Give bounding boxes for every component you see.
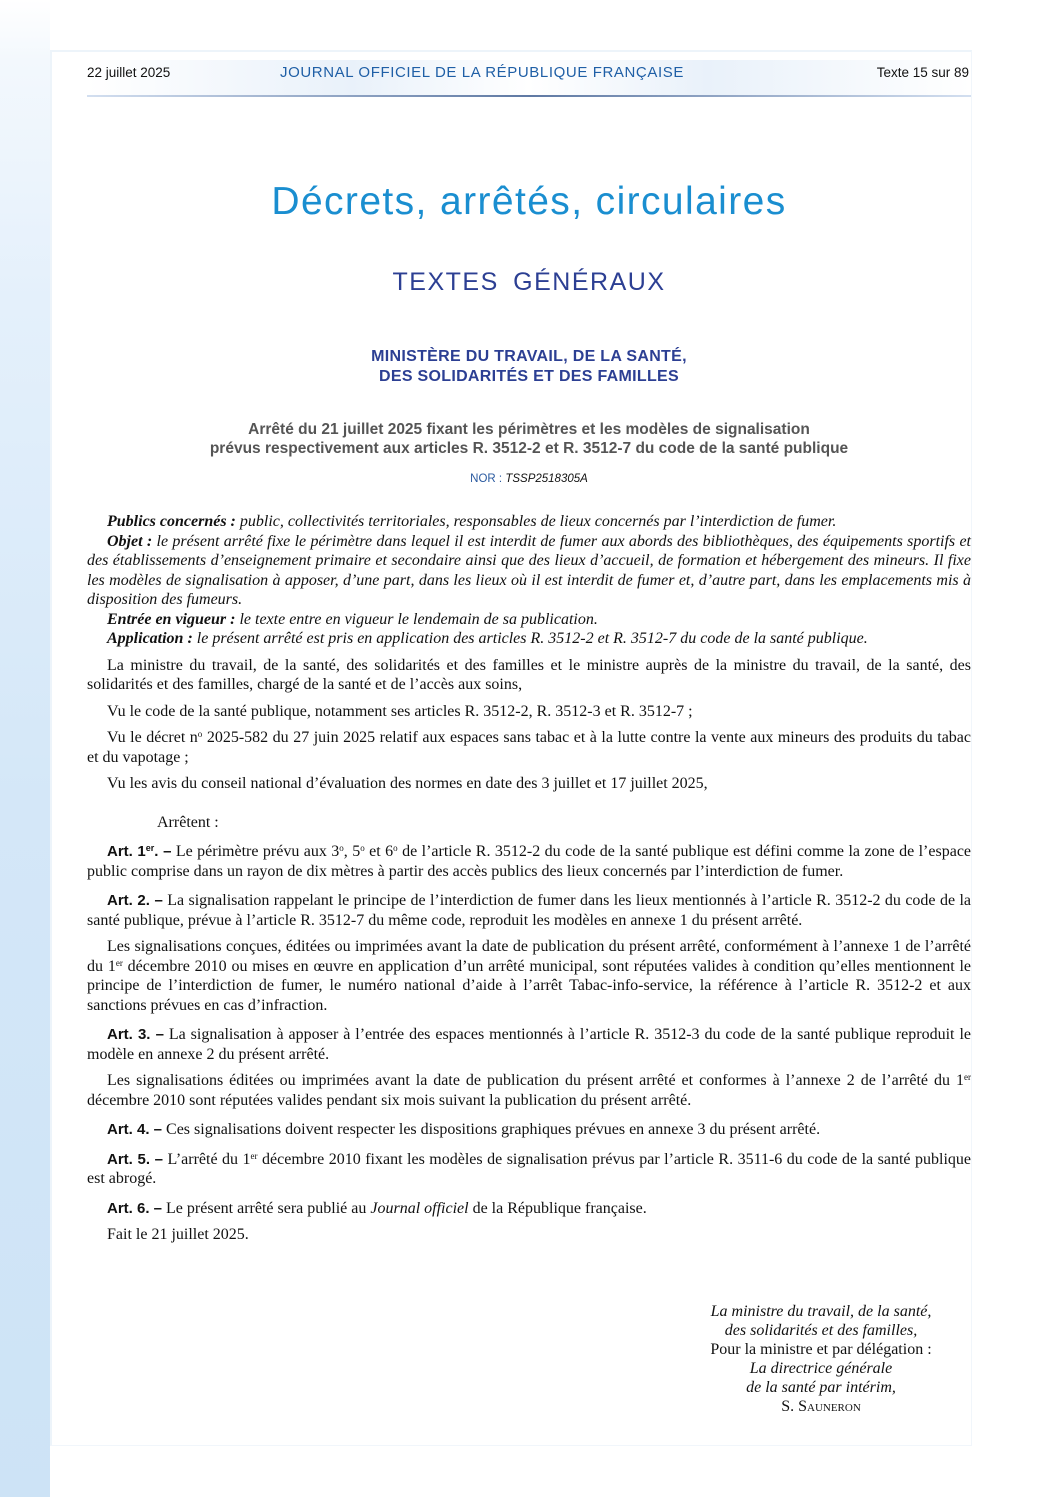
preamble-vu-3: Vu les avis du conseil national d’évaluation des normes en date des 3 juillet et 17 juillet 2025,: [107, 775, 708, 792]
article-label-text: . –: [154, 843, 172, 860]
article-label: Art. 3. –: [107, 1026, 164, 1043]
article-label: Art. 2. –: [107, 892, 163, 909]
superscript: o: [197, 729, 203, 739]
article-2: [87, 891, 971, 930]
summary-publics: [87, 512, 971, 532]
preamble-vu-2: [87, 728, 971, 767]
summary-key: Entrée en vigueur :: [107, 610, 236, 628]
article-1: [87, 842, 971, 881]
article-text: de la République française.: [468, 1199, 647, 1217]
arrete-title: [0, 420, 1058, 458]
article-text: de l’article R. 3512-2 du code de la santé publique est défini comme la zone de l’espace public comprise dans un rayon de dix mètres à partir des accès publics des lieux concernés par l’interdiction de fumer.: [87, 843, 972, 880]
summary-key: Publics concernés :: [107, 513, 236, 530]
article-label: [107, 843, 171, 860]
preamble-vu-2-text: Vu le décret n: [107, 729, 198, 746]
ministry-heading: [0, 347, 1058, 387]
article-text: et 6: [364, 843, 394, 860]
article-4: [87, 1120, 971, 1140]
preamble-intro: La ministre du travail, de la santé, des solidarités et des familles et le ministre auprès de la ministre du travail, de la santé, des solidarités et des familles, chargé de la santé et de l’accès aux soins,: [87, 656, 971, 693]
header-date: 22 juillet 2025: [87, 65, 171, 80]
article-text: Les signalisations conçues, éditées ou imprimées avant la date de publication du présent arrêté, conformément à l’annexe 1 de l’arrêté du 1: [87, 938, 971, 975]
journal-officiel-reference: Journal officiel: [370, 1199, 469, 1217]
header-text-number: Texte 15 sur 89: [876, 65, 969, 80]
article-text: La signalisation à apposer à l’entrée des espaces mentionnés à l’article R. 3512-3 du code de la santé publique reproduit le modèle en annexe 2 du présent arrêté.: [87, 1026, 971, 1063]
article-text: Ces signalisations doivent respecter les dispositions graphiques prévues en annexe 3 du présent arrêté.: [162, 1121, 821, 1138]
article-text: décembre 2010 ou mises en œuvre en application d’un arrêté municipal, sont réputées valides à condition qu’elles mentionnent le principe de l’interdiction de fumer, le numéro national d’aide à l’arrêt Tabac-info-service, la référence à l’article R. 3512-2 et aux sanctions prévues en cas d’infraction.: [87, 957, 972, 1014]
article-2-paragraph-2: [87, 937, 971, 1015]
summary-text: le texte entre en vigueur le lendemain de sa publication.: [235, 610, 598, 628]
preamble-vu-1: Vu le code de la santé publique, notamment ses articles R. 3512-2, R. 3512-3 et R. 3512-7 ;: [107, 702, 693, 720]
superscript: er: [964, 1072, 971, 1082]
summary-text: le présent arrêté fixe le périmètre dans lequel il est interdit de fumer aux abords des bibliothèques, des équipements sportifs et des établissements d’enseignement primaire et secondaire ainsi que des lieux d’accueil, de formation et hébergement des mineurs. Il fixe les modèles de signalisation à apposer, d’une part, dans les lieux où il est interdit de fumer et, d’autre part, dans les emplacements mis à disposition des fumeurs.: [87, 532, 972, 608]
article-text: Le périmètre prévu aux 3: [171, 843, 340, 860]
signatory-surname: Sauneron: [798, 1398, 861, 1415]
signature-line-2: des solidarités et des familles,: [724, 1322, 918, 1339]
summary-objet: [87, 532, 971, 610]
arretent: Arrêtent :: [157, 813, 219, 831]
summary-text: public, collectivités territoriales, responsables de lieux concernés par l’interdiction de fumer.: [235, 513, 837, 530]
superscript: er: [115, 957, 123, 968]
summary-key: Objet :: [107, 532, 153, 550]
ministry-line-2: DES SOLIDARITÉS ET DES FAMILLES: [379, 368, 679, 385]
nor-reference: [0, 473, 1058, 485]
signatory-name: [640, 1397, 1002, 1416]
fait-le: Fait le 21 juillet 2025.: [107, 1226, 249, 1243]
nor-value: TSSP2518305A: [505, 473, 588, 485]
article-label: Art. 4. –: [107, 1121, 163, 1138]
summary-entree: [87, 610, 971, 630]
arrete-title-line-2: prévus respectivement aux articles R. 3512-2 et R. 3512-7 du code de la santé publique: [209, 440, 849, 457]
superscript: o: [393, 843, 398, 853]
summary-application: [87, 629, 971, 649]
summary-key: Application :: [107, 630, 193, 647]
article-label: Art. 6. –: [107, 1199, 163, 1217]
article-3-paragraph-2: [87, 1071, 971, 1110]
summary-text: le présent arrêté est pris en application des articles R. 3512-2 et R. 3512-7 du code de la santé publique.: [192, 630, 868, 647]
article-6: [87, 1199, 971, 1219]
signature-block: [640, 1302, 1002, 1416]
article-text: , 5: [343, 843, 361, 860]
article-label: Art. 5. –: [107, 1150, 164, 1168]
article-text: L’arrêté du 1: [163, 1150, 251, 1168]
article-text: décembre 2010 fixant les modèles de signalisation prévus par l’article R. 3511-6 du code de la santé publique est abrogé.: [87, 1150, 971, 1187]
signature-line-3: Pour la ministre et par délégation :: [710, 1341, 932, 1358]
header-divider: [87, 95, 971, 97]
left-margin-band: [0, 0, 50, 1497]
signatory-initial: S.: [781, 1398, 799, 1415]
subsection-title: TEXTES GÉNÉRAUX: [392, 268, 666, 296]
nor-label: NOR :: [470, 473, 503, 485]
document-body: [87, 512, 971, 1245]
signature-line-5: de la santé par intérim,: [746, 1379, 896, 1396]
article-text: Le présent arrêté sera publié au: [162, 1199, 371, 1217]
signature-line-1: La ministre du travail, de la santé,: [710, 1303, 932, 1320]
article-text: Les signalisations éditées ou imprimées avant la date de publication du présent arrêté et conformes à l’annexe 2 de l’arrêté du 1: [107, 1072, 964, 1089]
ministry-line-1: MINISTÈRE DU TRAVAIL, DE LA SANTÉ,: [371, 348, 687, 365]
section-title: Décrets, arrêtés, circulaires: [271, 180, 787, 223]
article-text: décembre 2010 sont réputées valides pendant six mois suivant la publication du présent arrêté.: [87, 1091, 692, 1109]
article-5: [87, 1150, 971, 1189]
summary-block: [87, 512, 971, 649]
article-text: La signalisation rappelant le principe de l’interdiction de fumer dans les lieux mentionnés à l’article R. 3512-2 du code de la santé publique, prévue à l’article R. 3512-7 du même code, reproduit les modèles en annexe 1 du présent arrêté.: [87, 892, 971, 929]
superscript: er: [250, 1150, 258, 1161]
superscript: o: [339, 843, 344, 853]
superscript: er: [145, 843, 155, 853]
article-3: [87, 1025, 971, 1064]
preamble-vu-2-text: 2025-582 du 27 juin 2025 relatif aux espaces sans tabac et à la lutte contre la vente aux mineurs des produits du tabac et du vapotage ;: [87, 729, 972, 766]
article-label-text: Art. 1: [107, 843, 146, 860]
page-header: [87, 60, 971, 96]
header-journal-title: JOURNAL OFFICIEL DE LA RÉPUBLIQUE FRANÇAISE: [280, 64, 684, 81]
signature-line-4: La directrice générale: [749, 1360, 893, 1377]
arrete-title-line-1: Arrêté du 21 juillet 2025 fixant les périmètres et les modèles de signalisation: [248, 421, 810, 438]
superscript: o: [360, 843, 365, 853]
